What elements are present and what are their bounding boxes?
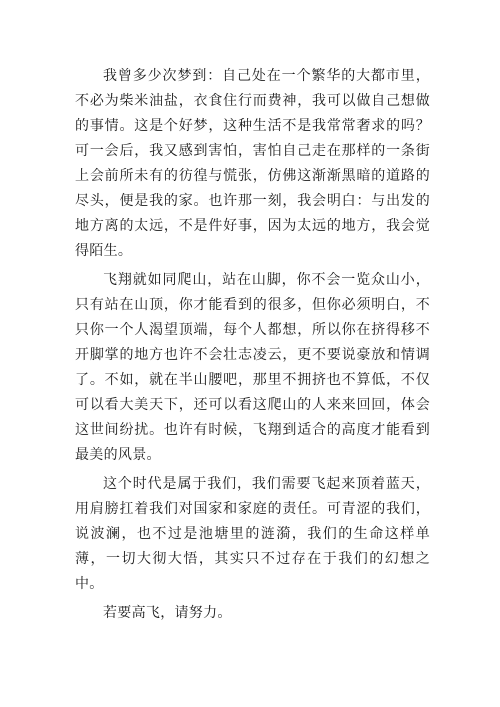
paragraph-closing: 若要高飞，请努力。 <box>103 605 232 621</box>
paragraph-dream: 我曾多少次梦到：自己处在一个繁华的大都市里，不必为柴米油盐，衣食住行而费神，我可以做自己想做的事情。这是个好梦，这种生活不是我常常奢求的吗？可一会后，我又感到害怕，害怕自己走在那样的一条街上会前所未有的彷徨与慌张，仿佛这渐渐黑暗的道路的尽头，便是我的家。也许那一刻，我会明白：与出发的地方离的太远，不是件好事，因为太远的地方，我会觉得陌生。 <box>75 68 430 259</box>
paragraph-mountain: 飞翔就如同爬山，站在山脚，你不会一览众山小，只有站在山顶，你才能看到的很多，但你必须明白，不只你一个人渴望顶端，每个人都想，所以你在挤得移不开脚掌的地方也许不会壮志凌云，更不要说豪放和情调了。不如，就在半山腰吧，那里不拥挤也不算低，不仅可以看大美天下，还可以看这爬山的人来来回回，体会这世间纷扰。也许有时候，飞翔到适合的高度才能看到最美的风景。 <box>75 272 430 463</box>
article-body <box>75 64 430 630</box>
paragraph-era: 这个时代是属于我们，我们需要飞起来顶着蓝天，用肩膀扛着我们对国家和家庭的责任。可青涩的我们，说波澜，也不过是池塘里的涟漪，我们的生命这样单薄，一切大彻大悟，其实只不过存在于我们的幻想之中。 <box>75 476 430 592</box>
